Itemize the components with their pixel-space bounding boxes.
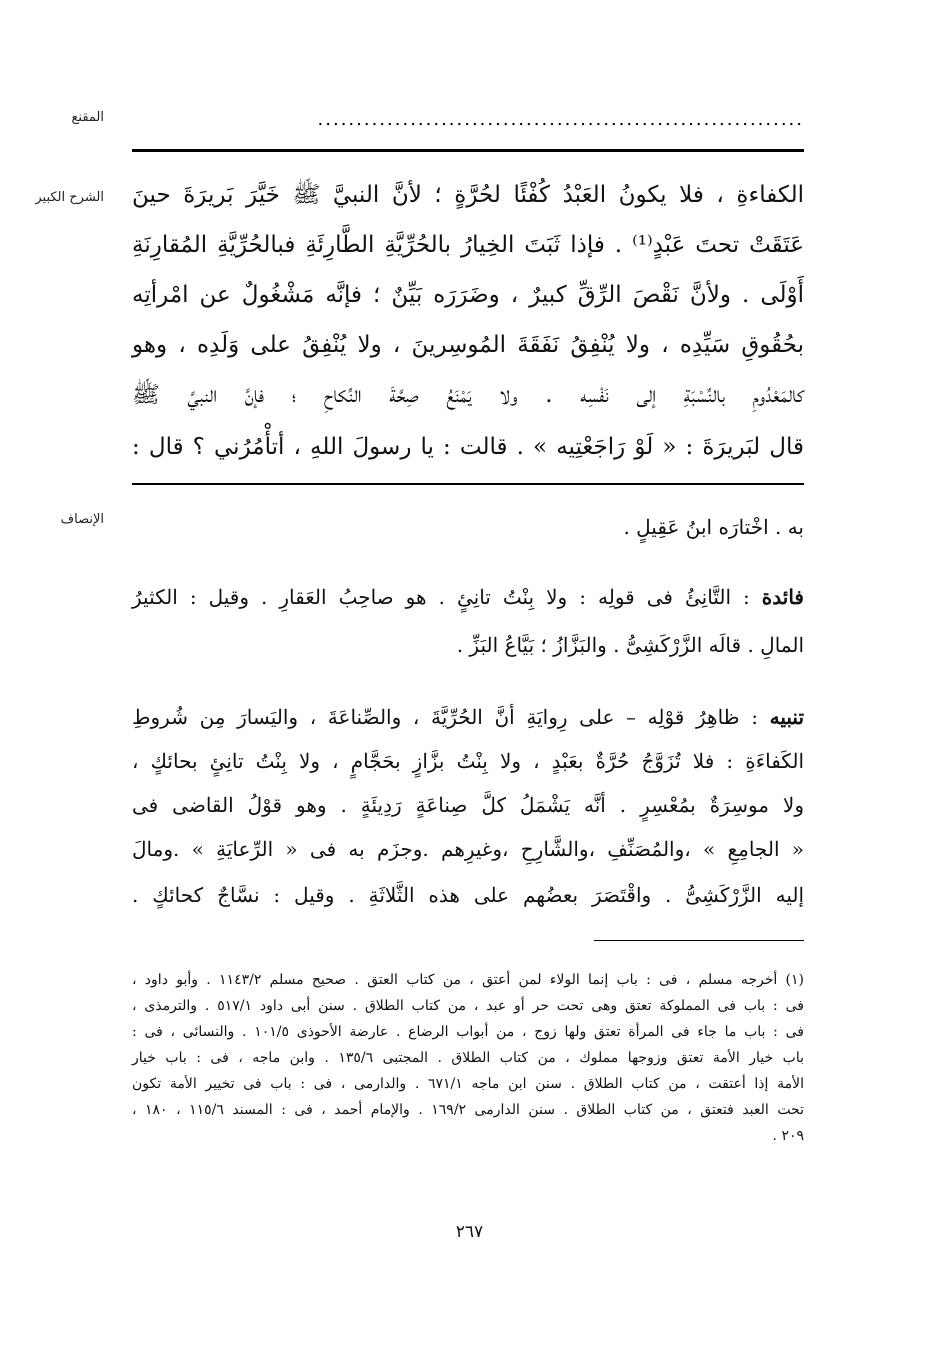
tanbih-line: الكَفاءَةِ : فلا تُزَوَّجُ حُرَّةٌ بعَبْدٍ ، ولا بِنْتُ بزَّازٍ بحَجَّامٍ ، ولا بِنْتُ تانِئٍ بحائكٍ ، [132,749,804,773]
insaf-label: الإنصاف [60,512,104,527]
footnote-line: (١) أخرجه مسلم ، فى : باب إنما الولاء لمن أعتق ، من كتاب العتق . صحيح مسلم ١١٤٣/٢ . وأبو داود ، [132,972,805,988]
footnote-line: باب خيار الأمة تعتق وزوجها مملوك ، من كتاب الطلاق . المجتبى ١٣٥/٦ . وابن ماجه ، فى : باب خيار [132,1050,804,1066]
tanbih-line [132,700,804,734]
sharh-line: بحُقُوقِ سَيِّدِه ، ولا يُنْفِقُ نَفَقَةَ المُوسِرينَ ، ولا يُنْفِقُ على وَلَدِه ، وهو [132,332,804,358]
sharh-line: كالمَعْدُومِ بالنِّسْبَةِ إلى نَفْسِه . ولا يَمْنَعُ صِحَّةَ النِّكاحِ ؛ فإنَّ النبيَّ ﷺ [132,382,804,408]
faida-line [132,580,804,614]
faida-line: المالِ . قالَه الزَّرْكَشِىُّ . والبَزَّازُ ؛ بَيَّاعُ البَزِّ . [456,633,804,657]
running-title: المقنع [71,110,104,125]
footnote-line: ٢٠٩ . [772,1128,804,1144]
footnote-line: الأمة إذا أعتقت ، من كتاب الطلاق . سنن ابن ماجه ٦٧١/١ . والدارمى ، فى : باب فى تخيير الأمة تكون [132,1076,805,1092]
section-divider [132,483,804,485]
sharh-line: عَتَقَتْ تحتَ عَبْدٍ⁽¹⁾ . فإذا ثَبَتَ الخِيارُ بالحُرِّيَّةِ الطَّارِئَةِ فبالحُرِّيَّةِ المُقارِنَةِ [132,232,804,258]
sharh-line: الكفاءةِ ، فلا يكونُ العَبْدُ كُفْئًا لحُرَّةٍ ؛ لأنَّ النبيَّ ﷺ خَيَّرَ بَريرَةَ حينَ [132,182,804,208]
tanbih-line: إليه الزَّرْكَشِىُّ . واقْتَصَرَ بعضُهم على هذه الثَّلاثَةِ . وقيل : نسَّاجٌ كحائكٍ . [132,883,804,907]
tanbih-line: « الجامِعِ » ،والمُصَنِّفِ ،والشَّارِحِ ،وغيرِهم .وجزَم به فى « الرِّعايَةِ » .ومالَ [132,837,804,861]
faida-title: فائدة [761,585,804,609]
footnote-rule [594,940,804,941]
faida-text: : التَّانِئُ فى قولِه : ولا بِنْتُ تانِئٍ . هو صاحِبُ العَقارِ . وقيل : الكثيرُ [132,585,750,609]
tanbih-title: تنبيه [769,705,805,729]
footnote-line: فى : باب فى المملوكة تعتق وهى تحت حر أو عبد ، من كتاب الطلاق . سنن أبى داود ٥١٧/١ . والترمذى ، [132,998,804,1014]
footnote-line: فى : باب ما جاء فى المرأة تعتق ولها زوج ، من أبواب الرضاع . عارضة الأحوذى ١٠١/٥ . والنسائى ، فى : [132,1024,804,1040]
header-rule [132,149,804,152]
tanbih-text: : ظاهِرُ قوْلِه – على رِوايَةِ أنَّ الحُرِّيَّةَ ، والصِّناعَةَ ، واليَسارَ مِن شُروطِ [132,705,758,729]
insaf-line: به . اخْتارَه ابنُ عَقِيلٍ . [623,515,804,539]
tanbih-line: ولا موسِرَةٌ بمُعْسِرٍ . أنَّه يَشْمَلُ كلَّ صِناعَةٍ رَدِيئَةٍ . وهو قوْلُ القاضى فى [132,793,804,817]
header-dot-leader: ............................................................... [317,110,804,130]
sharh-line: قال لبَريرَةَ : « لَوْ رَاجَعْتِيه » . قالت : يا رسولَ اللهِ ، أتأْمُرُني ؟ قال : [132,434,804,460]
footnote-line: تحت العبد فتعتق ، من كتاب الطلاق . سنن الدارمى ١٦٩/٢ . والإمام أحمد ، فى : المسند ١١٥/٦ ، ١٨٠ ، [132,1102,804,1118]
sharh-label: الشرح الكبير [35,190,104,205]
page-number: ٢٦٧ [455,1222,484,1242]
sharh-line: أَوْلَى . ولأنَّ نَقْصَ الرِّقِّ كبيرٌ ، وضَرَرَه بَيِّنٌ ؛ فإنَّه مَشْغُولٌ عن امْرأتِه [132,282,804,308]
